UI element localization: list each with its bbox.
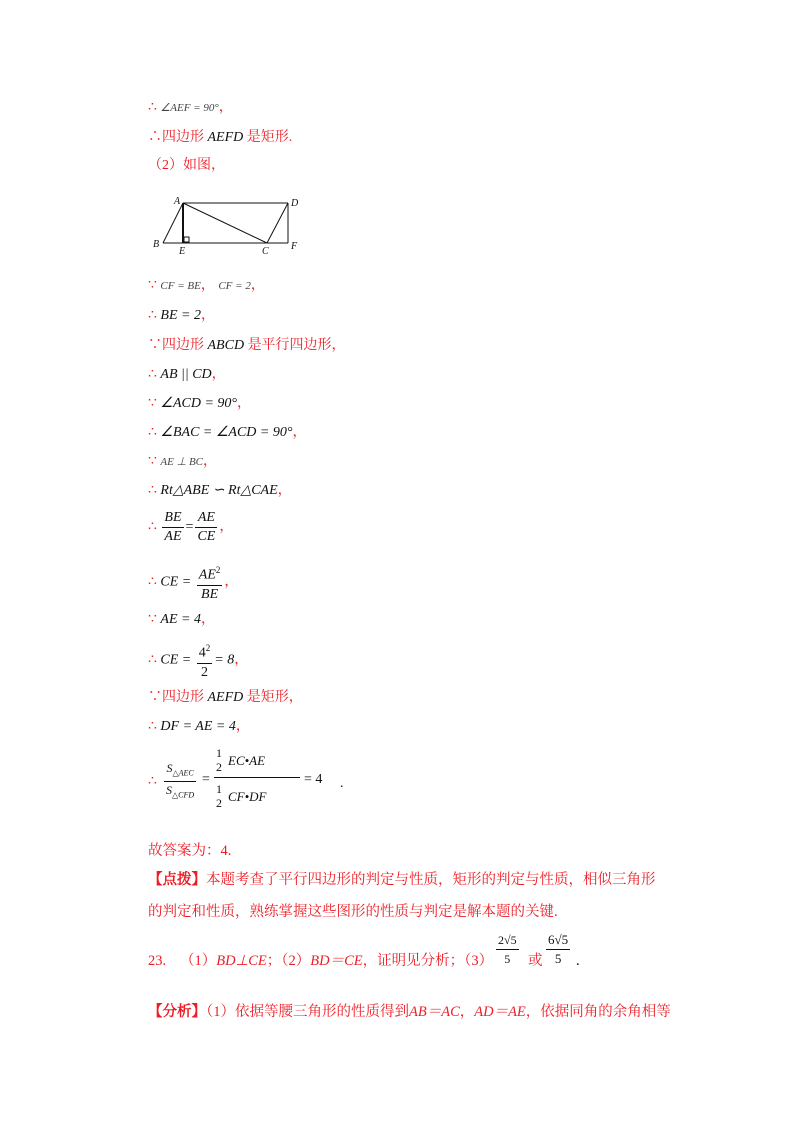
fraction: $\frac{AE^2}{BE}$ [197, 562, 223, 603]
step-ae-perp-bc: ∵ AE ⊥ BC， [148, 454, 217, 469]
step-df-ae-4: ∴ DF = AE = 4， [148, 719, 250, 734]
therefore-symbol: ∴ [148, 367, 157, 382]
therefore-symbol: ∴ [148, 652, 157, 668]
fraction: $\frac{4^2}{2}$ [197, 640, 213, 681]
step-parallelogram-abcd: ∵四边形 ABCD 是平行四边形， [148, 338, 346, 353]
fraction: $\frac{AE}{CE}$ [197, 510, 216, 544]
step-angle-bac: ∴ ∠BAC = ∠ACD = 90°， [148, 425, 307, 440]
step-given-cf-be: ∵ CF = BE， CF = 2， [148, 278, 265, 293]
therefore-symbol: ∴ [148, 308, 157, 323]
because-symbol: ∵ [148, 338, 162, 353]
because-symbol: ∵ [148, 454, 157, 469]
label-f: F [291, 241, 298, 252]
therefore-symbol: ∴ [148, 130, 162, 145]
step-ab-parallel-cd: ∴ AB || CD， [148, 367, 226, 382]
step-similar-triangles: ∴ Rt△ABE ∽ Rt△CAE， [148, 483, 292, 498]
label-d: D [291, 198, 299, 209]
dianbo-paragraph [148, 864, 668, 928]
step-ce-8: ∴ CE = $\frac{4^2}{2}$ = 8， [148, 640, 248, 681]
step-ae-4: ∵ AE = 4， [148, 612, 215, 627]
because-symbol: ∵ [148, 690, 162, 705]
math-expression: ∠AEF = 90° [160, 102, 219, 114]
because-symbol: ∵ [148, 278, 157, 293]
step-ce-formula: ∴ CE = $\frac{AE^2}{BE}$ ， [148, 562, 238, 603]
label-a: A [174, 196, 181, 207]
step-angle-aef: ∴ ∠AEF = 90°， [148, 100, 233, 115]
therefore-symbol: ∴ [148, 425, 157, 440]
parallelogram-figure [150, 195, 300, 257]
therefore-symbol: ∴ [148, 100, 157, 115]
therefore-symbol: ∴ [148, 774, 157, 789]
therefore-symbol: ∴ [148, 719, 157, 734]
label-b: B [153, 239, 160, 250]
label-c: C [262, 246, 269, 257]
step-ratio: ∴ $\frac{BE}{AE}$ = $\frac{AE}{CE}$ ， [148, 510, 234, 544]
because-symbol: ∵ [148, 612, 157, 627]
fenxi-paragraph: 【分析】（1）依据等腰三角形的性质得到AB＝AC，AD＝AE，依据同角的余角相等 [148, 1004, 671, 1020]
fraction: $\frac{6√5}{5}$ [548, 932, 569, 966]
fraction: $\frac{BE}{AE}$ [164, 510, 182, 544]
area-fraction: $S_{\triangle AEC}$ $S_{\triangle CFD}$ [166, 761, 195, 800]
math-expression: AEFD [207, 130, 244, 145]
final-answer: 故答案为：4. [148, 843, 232, 859]
therefore-symbol: ∴ [148, 483, 157, 498]
label-e: E [179, 246, 186, 257]
dianbo-text: 本题考查了平行四边形的判定与性质，矩形的判定与性质，相似三角形的判定和性质，熟练掌握这些图形的性质与判定是解本题的关键. [148, 872, 656, 920]
therefore-symbol: ∴ [148, 574, 157, 590]
step-angle-acd: ∵ ∠ACD = 90°， [148, 396, 252, 411]
document-page: ∴ ∠AEF = 90°， ∴四边形 AEFD 是矩形. （2）如图， A D B E C F ∵ CF = BE， CF = 2， ∴ BE = 2， ∵四边形 ABCD 是平行四边形， ∴ AB || CD， ∵ ∠ACD = 90°， ∴ ∠BAC = ∠ACD = 90°， ∵ AE ⊥ BC， ∴ Rt△ABE ∽ Rt△CAE， ∴ $\frac{BE}{AE}$ = $\frac{AE}{CE}$ ， ∴ CE = $\frac{AE^2}{BE}$ ， ∵ AE = 4， ∴ CE = $\frac{4^2}{2}$ = 8， ∵四边形 AEFD 是矩形， ∴ DF = AE = 4， ∴ $S_{\triangle AEC}$ $S_{\triangle CFD}$ = 1 2 EC•AE 1 2 CF•DF = 4 . 故答案为：4. 【点拨】本题考查了平行四边形的判定与性质，矩形的判定与性质，相似三角形的判定和性质，熟练掌握这些图形的性质与判定是解本题的关键. 23. （1）BD⊥CE；（2）BD＝CE，证明见分析；（3） $\frac{2√5}{5}$ 或 $\frac{6√5}{5}$ . 【分析】（1）依据等腰三角形的性质得到AB＝AC，AD＝AE，依据同角的余角相等 [148, 100, 671, 1020]
dianbo-tag: 【点拨】 [148, 872, 206, 888]
step-be-2: ∴ BE = 2， [148, 308, 215, 323]
part-2-heading: （2）如图， [148, 158, 225, 173]
because-symbol: ∵ [148, 396, 157, 411]
step-rectangle-aefd: ∴四边形 AEFD 是矩形. [148, 130, 293, 145]
fraction: $\frac{2√5}{5}$ [498, 933, 517, 966]
step-rectangle-aefd-2: ∵四边形 AEFD 是矩形， [148, 690, 303, 705]
therefore-symbol: ∴ [148, 519, 157, 535]
fenxi-tag: 【分析】 [148, 1004, 206, 1020]
